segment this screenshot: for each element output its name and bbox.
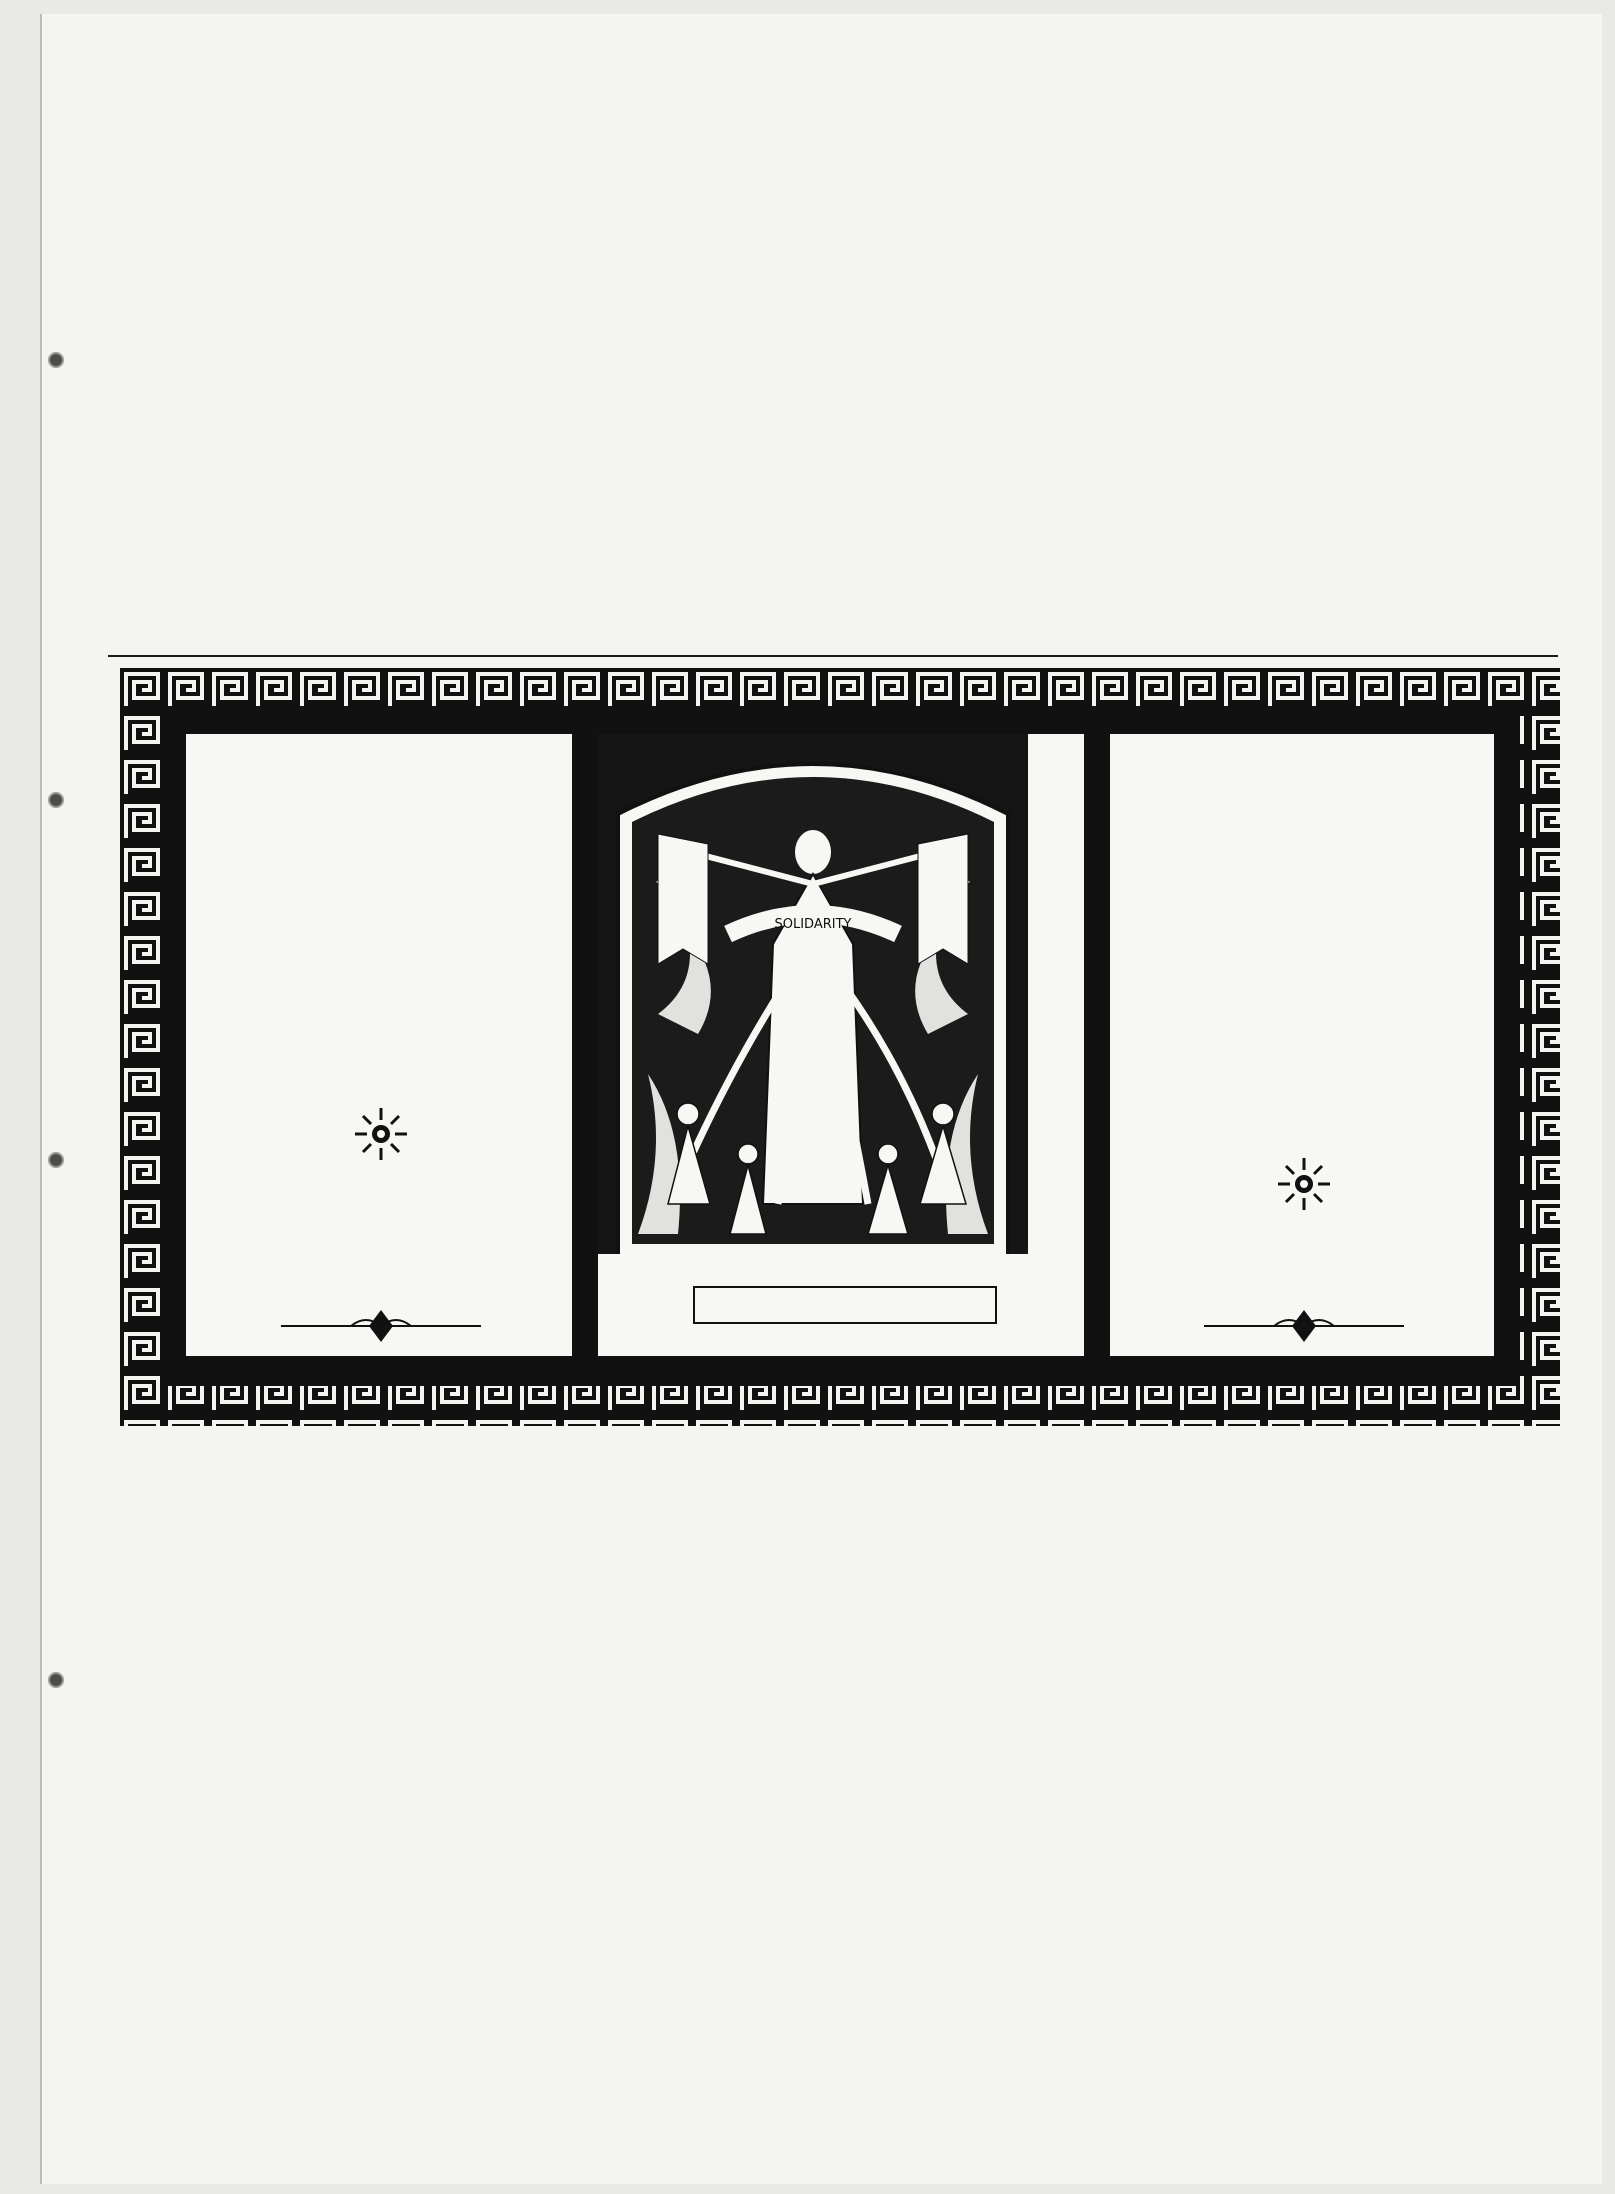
divider-ornament-icon: [281, 1306, 481, 1346]
maypole-illustration-panel: [596, 732, 1086, 1358]
poem-freiheit: [222, 762, 542, 776]
maypole-illustration-icon: [598, 734, 1028, 1300]
poem-grobstilig: [1140, 1222, 1464, 1228]
poem-panel-left: [184, 732, 574, 1358]
top-columns-bottom-rule: [108, 655, 1558, 657]
illustration-band: [120, 668, 1560, 1426]
sun-ornament-icon: [351, 1104, 411, 1164]
poem-christlicher-kapitalist: [222, 1190, 542, 1196]
poem-dort-wie-hier: [1140, 762, 1464, 776]
binding-hole: [50, 1674, 62, 1686]
ribbon-text: SOLIDARITY: [774, 917, 852, 932]
binding-hole: [50, 1154, 62, 1166]
top-article-columns: [108, 130, 1558, 650]
poem-vermoegen: [1188, 2040, 1548, 2046]
divider-ornament-icon: [1204, 1306, 1404, 1346]
sun-ornament-icon: [1274, 1154, 1334, 1214]
maypole-caption: [693, 1286, 997, 1324]
binding-hole: [50, 354, 62, 366]
binding-hole: [50, 794, 62, 806]
band-inner: [164, 712, 1516, 1382]
bottom-story-columns: [108, 1440, 1558, 2160]
poem-panel-right: [1108, 732, 1496, 1358]
